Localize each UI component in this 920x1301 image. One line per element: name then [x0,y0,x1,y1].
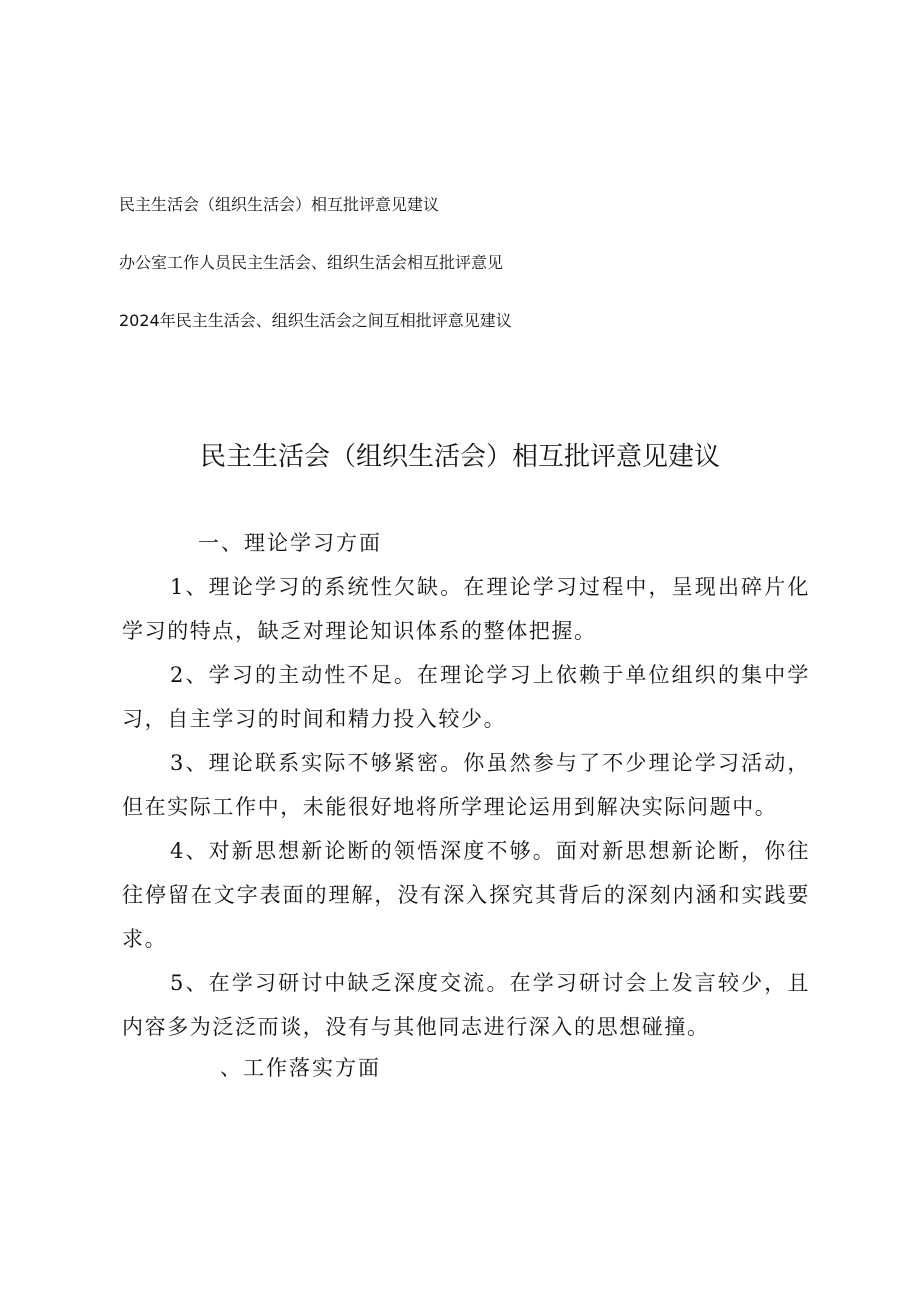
paragraph-2: 2、学习的主动性不足。在理论学习上依赖于单位组织的集中学习，自主学习的时间和精力投入较少。 [122,663,810,731]
paragraph-5: 5、在学习研讨中缺乏深度交流。在学习研讨会上发言较少，且内容多为泛泛而谈，没有与其他同志进行深入的思想碰撞。 [122,971,810,1039]
paragraph-3: 3、理论联系实际不够紧密。你虽然参与了不少理论学习活动，但在实际工作中，未能很好地将所学理论运用到解决实际问题中。 [122,751,810,819]
toc-item-2: 办公室工作人员民主生活会、组织生活会相互批评意见 [119,253,504,272]
paragraph-1: 1、理论学习的系统性欠缺。在理论学习过程中，呈现出碎片化学习的特点，缺乏对理论知识体系的整体把握。 [122,575,810,643]
document-title: 民主生活会（组织生活会）相互批评意见建议 [199,442,720,472]
section-heading-work-implementation: 、工作落实方面 [220,1056,381,1080]
paragraph-4: 4、对新思想新论断的领悟深度不够。面对新思想新论断，你往往停留在文字表面的理解，没有深入探究其背后的深刻内涵和实践要求。 [122,839,810,951]
section-heading-theory-study: 一、理论学习方面 [198,531,382,555]
toc-item-3: 2024年民主生活会、组织生活会之间互相批评意见建议 [119,311,512,330]
toc-item-1: 民主生活会（组织生活会）相互批评意见建议 [119,195,440,214]
